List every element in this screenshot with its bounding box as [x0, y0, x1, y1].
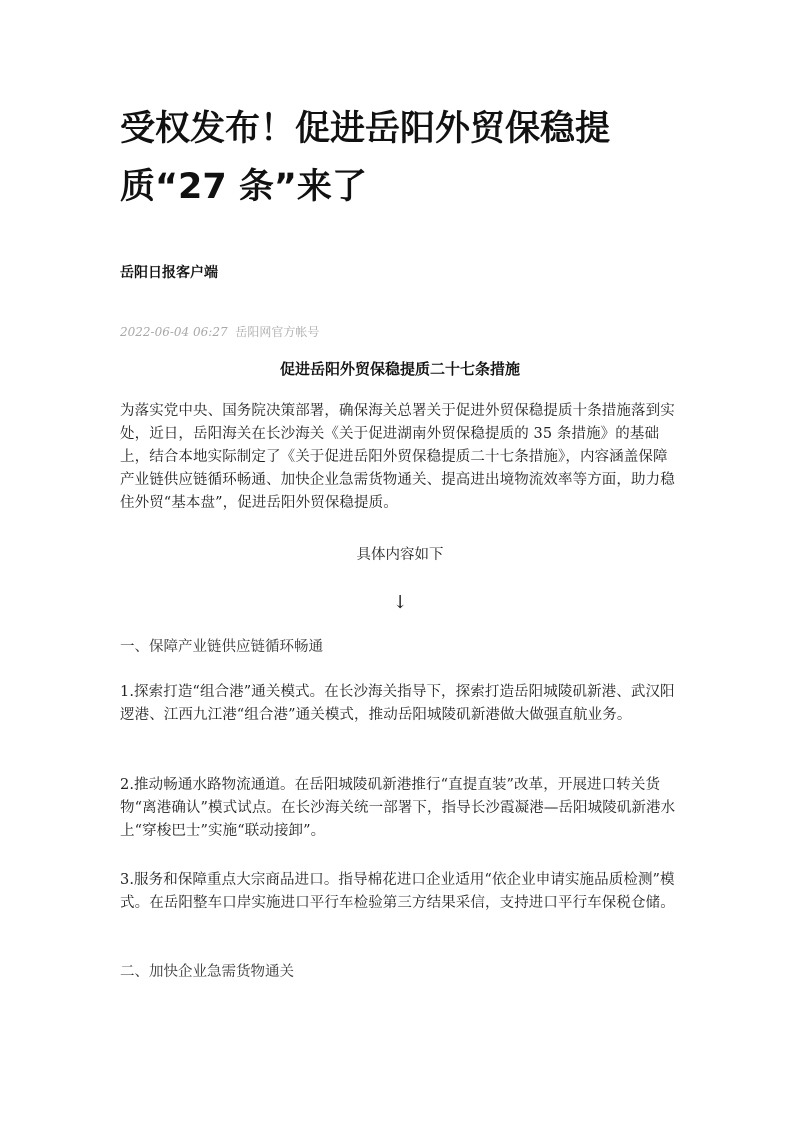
- down-arrow-icon: ↓: [392, 592, 408, 613]
- publish-date: 2022-06-04 06:27: [120, 325, 228, 339]
- article-source: 岳阳日报客户端: [120, 265, 218, 281]
- section-heading-2: 二、加快企业急需货物通关: [120, 964, 294, 980]
- article-title: 受权发布！促进岳阳外贸保稳提质“27 条”来了: [120, 109, 611, 207]
- measure-item-1: 1.探索打造“组合港”通关模式。在长沙海关指导下，探索打造岳阳城陵矶新港、武汉阳逻港、江西九江港“组合港”通关模式，推动岳阳城陵矶新港做大做强直航业务。: [120, 684, 675, 723]
- details-intro: 具体内容如下: [356, 547, 444, 563]
- article-meta: [120, 323, 319, 341]
- measure-item-3: 3.服务和保障重点大宗商品进口。指导棉花进口企业适用“依企业申请实施品质检测”模式。在岳阳整车口岸实施进口平行车检验第三方结果采信，支持进口平行车保税仓储。: [120, 872, 675, 911]
- measure-item-2: 2.推动畅通水路物流通道。在岳阳城陵矶新港推行“直提直装”改革，开展进口转关货物“离港确认”模式试点。在长沙海关统一部署下，指导长沙霞凝港—岳阳城陵矶新港水上“穿梭巴士”实施“联动接卸”。: [120, 777, 676, 839]
- article-subtitle: 促进岳阳外贸保稳提质二十七条措施: [279, 360, 520, 378]
- publisher-name: 岳阳网官方帐号: [235, 325, 320, 339]
- section-heading-1: 一、保障产业链供应链循环畅通: [120, 639, 323, 655]
- intro-paragraph: 为落实党中央、国务院决策部署，确保海关总署关于促进外贸保稳提质十条措施落到实处，近日，岳阳海关在长沙海关《关于促进湖南外贸保稳提质的 35 条措施》的基础上，结合本地实际制定了《关于促进岳阳外贸保稳提质二十七条措施》，内容涵盖保障产业链供应链循环畅通、加快企业急需货物通关、提高进出境物流效率等方面，助力稳住外贸“基本盘”，促进岳阳外贸保稳提质。: [120, 403, 675, 511]
